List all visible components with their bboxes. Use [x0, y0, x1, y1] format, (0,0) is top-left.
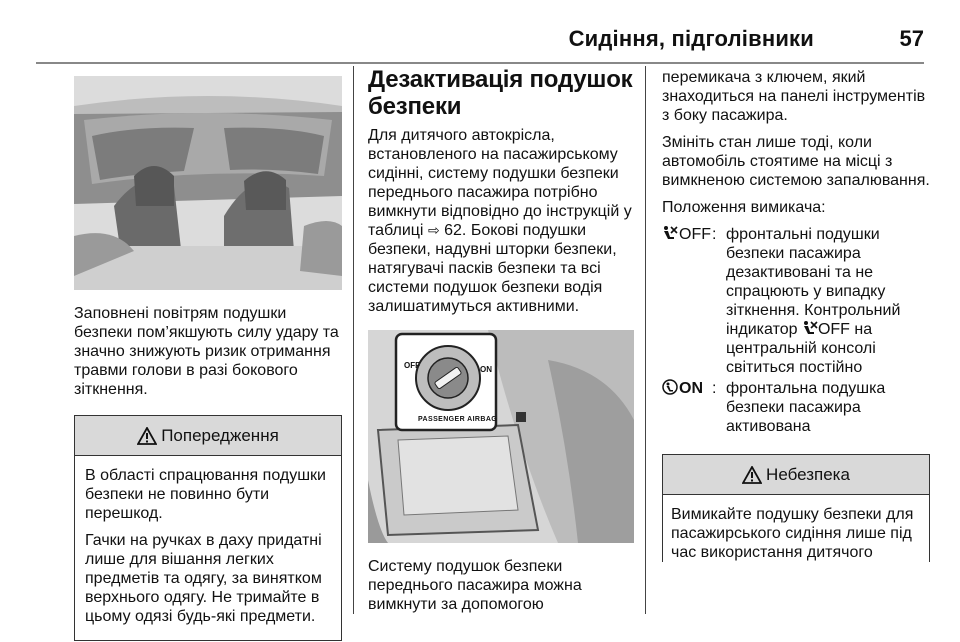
- body-paragraph: Для дитячого автокрісла, встановленого на пасажирському сидінні, систему подушки безпеки переднього пасажира потрібно вимкнути відповідно до інструкцій у таблиці ⇨ 62. Бокові подушки безпеки, надувні шторки безпеки, натягувачі пасків безпеки та всі системи подушок безпеки водія залишатимуться активними.: [368, 127, 632, 315]
- switch-passenger-airbag-label: PASSENGER AIRBAG: [418, 416, 498, 423]
- column-middle: [368, 66, 634, 622]
- warning-text: В області спрацювання подушки безпеки не повинно бути перешкод.: [85, 467, 326, 522]
- warning-triangle-icon: [137, 427, 157, 445]
- column-divider: [353, 66, 354, 614]
- airbag-off-indicator-icon: [802, 320, 818, 336]
- danger-text: Вимикайте подушку безпеки для пасажирського сидіння лише під час використання дитячого: [671, 506, 914, 561]
- switch-off-label: OFF: [404, 361, 420, 370]
- warning-header: [75, 416, 341, 456]
- page-ref-arrow-icon: ⇨: [427, 222, 440, 238]
- airbag-on-icon: [662, 379, 678, 395]
- section-heading: Дезактивація подушок безпеки: [368, 66, 633, 120]
- page-number: 57: [899, 26, 924, 51]
- airbag-key-switch-illustration: [368, 330, 634, 543]
- figure-caption: Систему подушок безпеки переднього пасажира можна вимкнути за допомогою: [368, 558, 582, 613]
- body-paragraph: Змініть стан лише тоді, коли автомобіль стоятиме на місці з вимкненою системою запалювання.: [662, 134, 930, 189]
- car-interior-image: [74, 76, 342, 290]
- switch-position-on: ON : фронтальна подушка безпеки пасажира активована: [662, 379, 930, 436]
- page-title: Сидіння, підголівники: [568, 26, 814, 51]
- header-rule: [36, 62, 924, 64]
- warning-title: Попередження: [161, 426, 279, 445]
- body-paragraph: перемикача з ключем, який знаходиться на панелі інструментів з боку пасажира.: [662, 69, 926, 124]
- warning-body: [75, 456, 341, 640]
- page-ref: 62: [444, 222, 462, 239]
- warning-box: [74, 415, 342, 641]
- switch-position-off: OFF : фронтальні подушки безпеки пасажира дезактивовані та не спрацюють у випадку зіткнення. Контрольний індикатор OFF на центральній консолі світиться постійно: [662, 225, 930, 377]
- page-header: [36, 22, 924, 56]
- switch-on-label: ON: [480, 365, 492, 374]
- figure-caption: Заповнені повітрям подушки безпеки пом’якшують силу удару та значно знижують ризик отримання травми голови в разі бокового зіткнення.: [74, 305, 339, 398]
- danger-box: [662, 454, 930, 562]
- danger-body: [663, 495, 929, 562]
- danger-title: Небезпека: [766, 465, 850, 484]
- column-left: [74, 66, 342, 641]
- danger-triangle-icon: [742, 466, 762, 484]
- warning-text: Гачки на ручках в даху придатні лише для вішання легких предметів та одягу, за винятком верхнього одягу. Не тримайте в цьому одязі будь-які предмети.: [85, 532, 322, 625]
- curtain-airbag-illustration: [74, 76, 342, 290]
- column-divider: [645, 66, 646, 614]
- body-paragraph: Положення вимикача:: [662, 199, 826, 216]
- danger-header: [663, 455, 929, 495]
- switch-on-description: фронтальна подушка безпеки пасажира активована: [726, 380, 886, 435]
- switch-off-description: фронтальні подушки безпеки пасажира дезактивовані та не спрацюють у випадку зіткнення. Контрольний індикатор OFF на центральній консолі світиться постійно: [726, 226, 901, 376]
- airbag-off-icon: [662, 225, 678, 241]
- column-right: [662, 66, 930, 570]
